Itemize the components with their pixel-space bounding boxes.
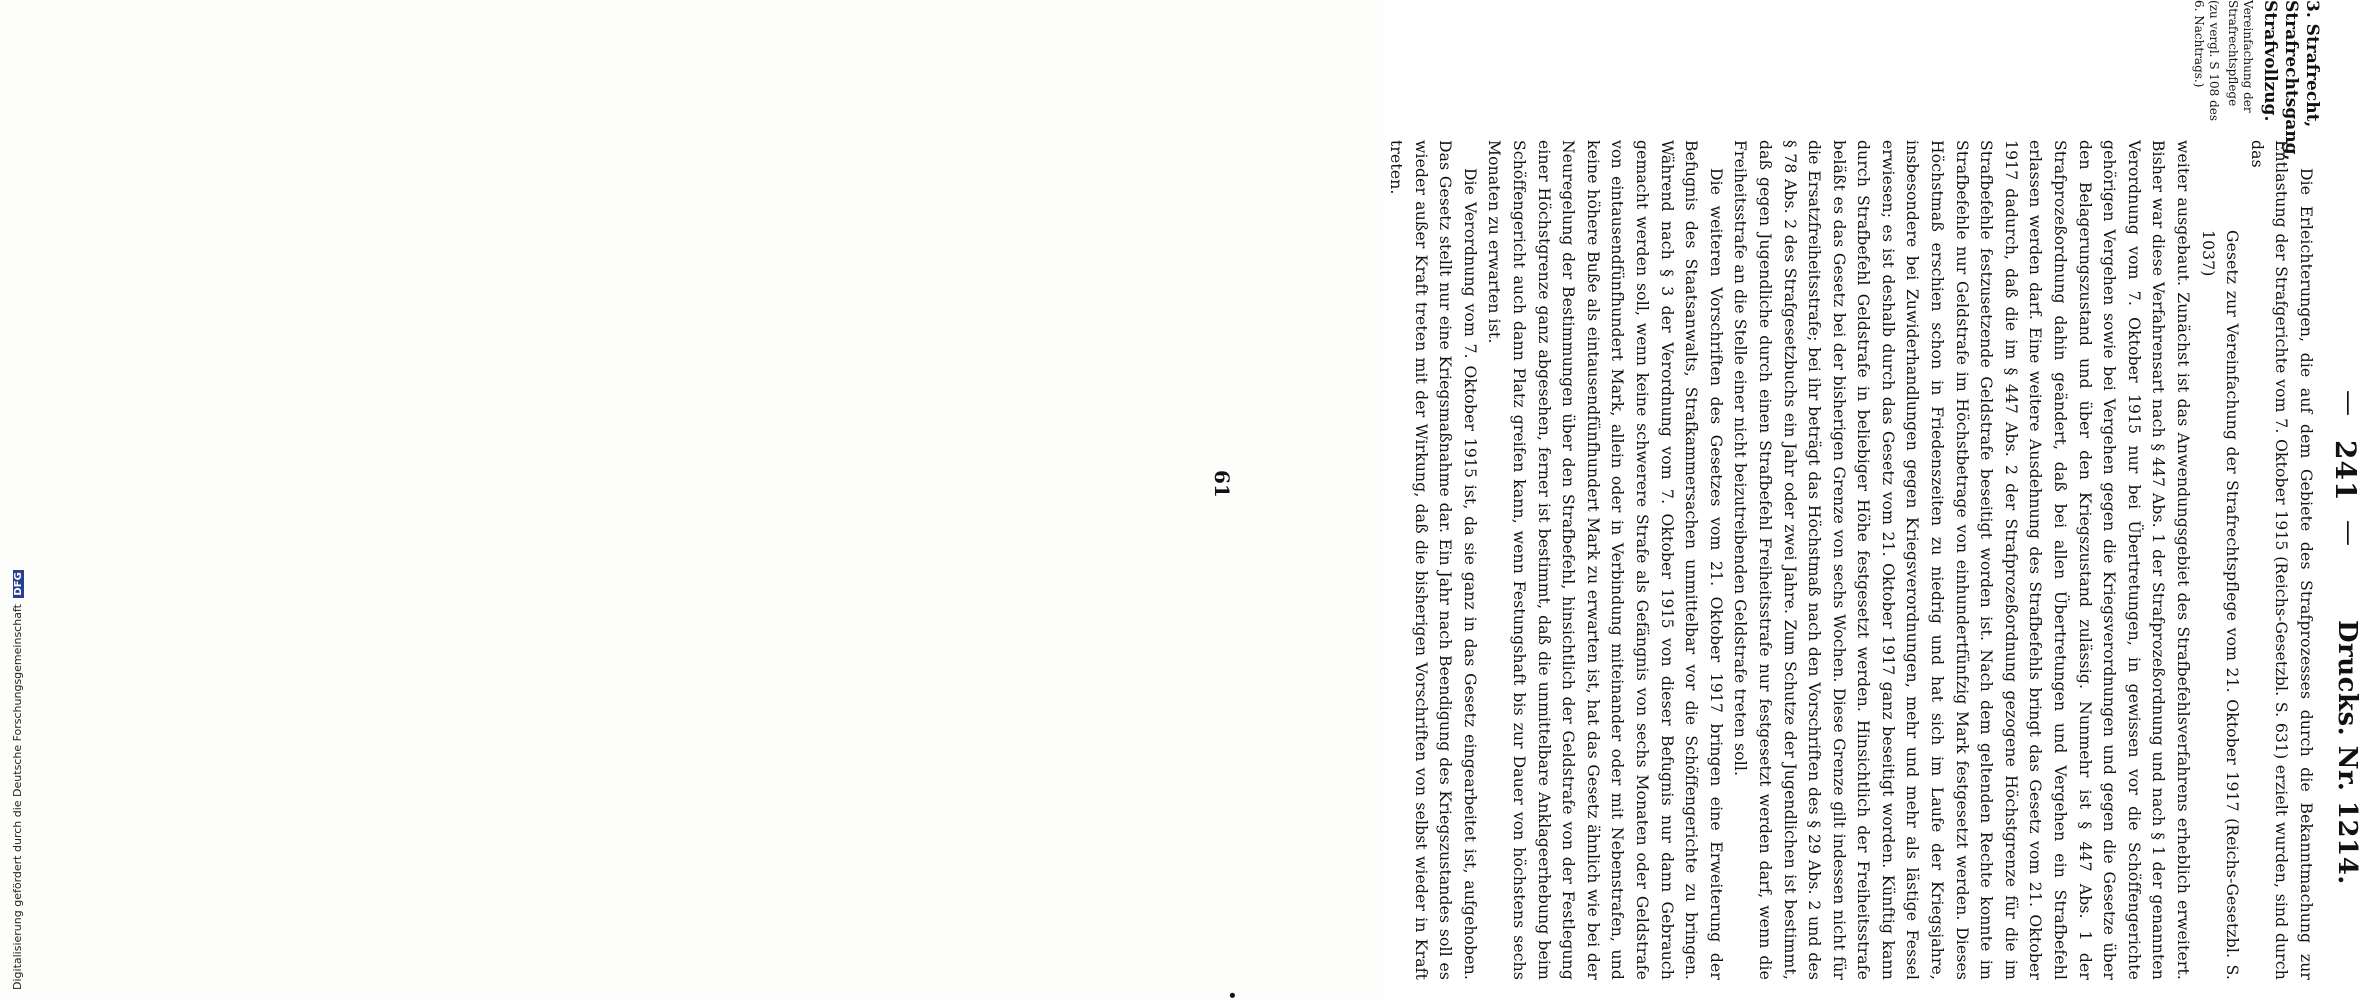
paragraph-1: Die Erleichterungen, die auf dem Gebiete des Strafprozesses durch die Bekanntmachung zur Entlastung der Strafgerichte vom 7. Oktober 1915 (Reichs-Gesetzbl. S. 631) erzielt wurden, sind durch das [2247, 140, 2315, 980]
dfg-logo: DFG [13, 572, 24, 596]
margin-subheading: Vereinfachung der Strafrechtspflege [2226, 0, 2255, 113]
sheet-number: 61 [1210, 470, 1234, 498]
page-header [2324, 0, 2368, 1000]
margin-heading [2259, 0, 2322, 161]
header-dash-right: — [2334, 520, 2364, 546]
paragraph-4: Die Verordnung vom 7. Oktober 1915 ist, da sie ganz in das Gesetz eingearbeitet ist, aufgehoben. Das Gesetz stellt nur eine Kriegsmaßnahme dar. Ein Jahr nach Beendigung des Kriegszustandes soll es wieder außer Kraft treten mit der Wirkung, daß die bisherigen Vorschriften von selbst wieder in Kraft treten. [1387, 140, 1479, 980]
body-text [1383, 140, 2318, 980]
paragraph-2: weiter ausgebaut. Zunächst ist das Anwendungsgebiet des Strafbefehlsverfahrens erheblich erweitert. Bisher war diese Verfahrensart nach § 447 Abs. 1 der Strafprozeßordnung und nach § 1 der genannten Verordnung vom 7. Oktober 1915 nur bei Übertretungen, in gewissen vor die Schöffengerichte gehörigen Vergehen sowie bei Vergehen gegen die Kriegsverordnungen und gegen die Gesetze über den Belagerungszustand und über den Kriegszustand zulässig. Nunmehr ist § 447 Abs. 1 der Strafprozeßordnung dahin geändert, daß bei allen Übertretungen und Vergehen ein Strafbefehl erlassen werden darf. Eine weitere Ausdehnung des Strafbefehls bringt das Gesetz vom 21. Oktober 1917 dadurch, daß die im § 447 Abs. 2 der Strafprozeßordnung gezogene Höchstgrenze für die im Strafbefehle festzusetzende Geldstrafe beseitigt worden ist. Nach dem geltenden Rechte konnte im Strafbefehle nur Geldstrafe im Höchstbetrage von einhundertfünfzig Mark festgesetzt werden. Dieses Höchstmaß erschien schon in Friedenszeiten zu niedrig und hat sich im Laufe der Kriegsjahre, insbesondere bei Zuwiderhandlungen gegen Kriegsverordnungen, mehr und mehr als lästige Fessel erwiesen; es ist deshalb durch das Gesetz vom 21. Oktober 1917 ganz beseitigt worden. Künftig kann durch Strafbefehl Geldstrafe in beliebiger Höhe festgesetzt werden. Hinsichtlich der Freiheitsstrafe beläßt es das Gesetz bei der bisherigen Grenze von sechs Wochen. Diese Grenze gilt indessen nicht für die Ersatzfreiheitsstrafe; bei ihr beträgt das Höchstmaß nach den Vorschriften des § 29 Abs. 2 und des § 78 Abs. 2 des Strafgesetzbuchs ein Jahr oder zwei Jahre. Zum Schutze der Jugendlichen ist bestimmt, daß gegen Jugendliche durch einen Strafbefehl Freiheitsstrafe nur festgesetzt werden darf, wenn die Freiheitsstrafe an die Stelle einer nicht beizutreibenden Geldstrafe treten soll. [1731, 140, 2193, 980]
margin-note [2191, 0, 2322, 161]
law-title: Gesetz zur Vereinfachung der Strafrechtspflege vom 21. Oktober 1917 (Reichs-Gesetzbl. S. 1037) [2198, 230, 2242, 980]
drucksache-number: Drucks. Nr. 1214. [2332, 620, 2362, 885]
margin-reference: (zu vergl. S 108 des 6. Nachtrags.) [2192, 0, 2221, 122]
page-content [1200, 0, 2380, 1000]
header-dash-left: — [2334, 390, 2364, 416]
paragraph-3: Die weiteren Vorschriften des Gesetzes vom 21. Oktober 1917 bringen eine Erweiterung der Befugnis des Staatsanwalts, Strafkammersachen unmittelbar vor die Schöffengerichte zu bringen. Während nach § 3 der Verordnung vom 7. Oktober 1915 von dieser Befugnis nur dann Gebrauch gemacht werden soll, wenn keine schwerere Strafe als Gefängnis von sechs Monaten oder Geldstrafe von eintausendfünfhundert Mark, allein oder in Verbindung miteinander oder mit Nebenstrafen, und keine höhere Buße als eintausendfünfhundert Mark zu erwarten ist, hat das Gesetz ähnlich wie bei der Neuregelung der Bestimmungen über den Strafbefehl, hinsichtlich der Geldstrafe von der Festlegung einer Höchstgrenze ganz abgesehen, ferner ist bestimmt, daß die unmittelbare Anklageerhebung beim Schöffengericht auch dann Platz greifen kann, wenn Festungshaft bis zur Dauer von höchstens sechs Monaten zu erwarten ist. [1485, 140, 1725, 980]
page-number: 241 [2329, 440, 2362, 502]
digitization-footer [0, 0, 22, 1000]
margin-dot: • [1221, 990, 1242, 1001]
margin-heading-text: Strafrecht, Strafrechtsgang, Strafvollzug. [2260, 0, 2322, 161]
margin-heading-number: 3. [2302, 0, 2322, 18]
digitization-note: Digitalisierung gefördert durch die Deutsche Forschungsgemeinschaft [11, 604, 24, 990]
